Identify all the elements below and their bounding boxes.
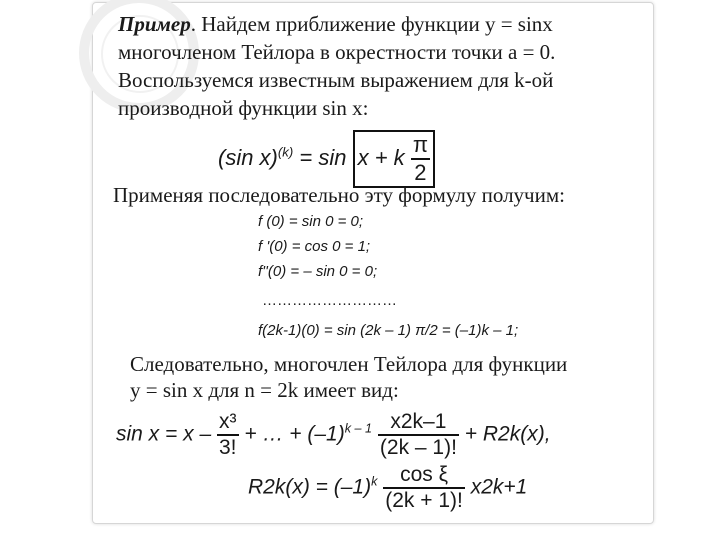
- applying-text: Применяя последовательно эту формулу получим:: [113, 183, 565, 207]
- formula-arg: x + k: [357, 144, 405, 170]
- formula-bracket: [353, 130, 435, 188]
- pi-half-fraction: $\frac{\pi}{2}$: [412, 132, 428, 185]
- intro-paragraph: [118, 10, 638, 122]
- remainder-tail: x2k+1: [470, 475, 528, 499]
- x3-fraction: $\frac{\text{x³}}{3!}$: [218, 410, 237, 459]
- conclusion-line-2: y = sin x для n = 2k имеет вид:: [130, 378, 399, 402]
- value-line-1: f '(0) = cos 0 = 1;: [258, 238, 371, 255]
- formula-lhs: (sin x): [218, 144, 278, 170]
- taylor-lhs: sin x = x –: [116, 422, 212, 446]
- taylor-mid-power: k – 1: [344, 421, 373, 436]
- value-line-0: f (0) = sin 0 = 0;: [258, 213, 364, 230]
- example-label: Пример: [118, 12, 191, 36]
- value-line-4: f(2k-1)(0) = sin (2k – 1) π/2 = (–1)k – 1;: [258, 322, 519, 339]
- taylor-formula: [116, 410, 551, 460]
- remainder-power: k: [371, 474, 378, 489]
- remainder-formula: [248, 463, 527, 513]
- remainder-fraction: $\frac{\text{cos ξ}}{(2k + 1)!}$: [385, 463, 463, 512]
- formula-eq: = sin: [293, 144, 347, 170]
- derivative-formula: [218, 130, 435, 188]
- remainder-lhs: R2k(x) = (–1): [248, 475, 372, 499]
- intro-text: . Найдем приближение функции y = sinx многочленом Тейлора в окрестности точки a = 0. Воспользуемся известным выражением для k-ой производной функции sin x:: [118, 12, 556, 120]
- taylor-tail: + R2k(x),: [464, 422, 551, 446]
- taylor-mid: + … + (–1): [244, 422, 345, 446]
- general-term-fraction: $\frac{x2k-1}{(2k - 1)!}$: [379, 410, 457, 459]
- conclusion-line-1: Следовательно, многочлен Тейлора для функции: [130, 352, 568, 376]
- formula-power: (k): [277, 144, 294, 160]
- ellipsis-line: ………………………: [262, 292, 397, 309]
- value-line-2: f''(0) = – sin 0 = 0;: [258, 263, 378, 280]
